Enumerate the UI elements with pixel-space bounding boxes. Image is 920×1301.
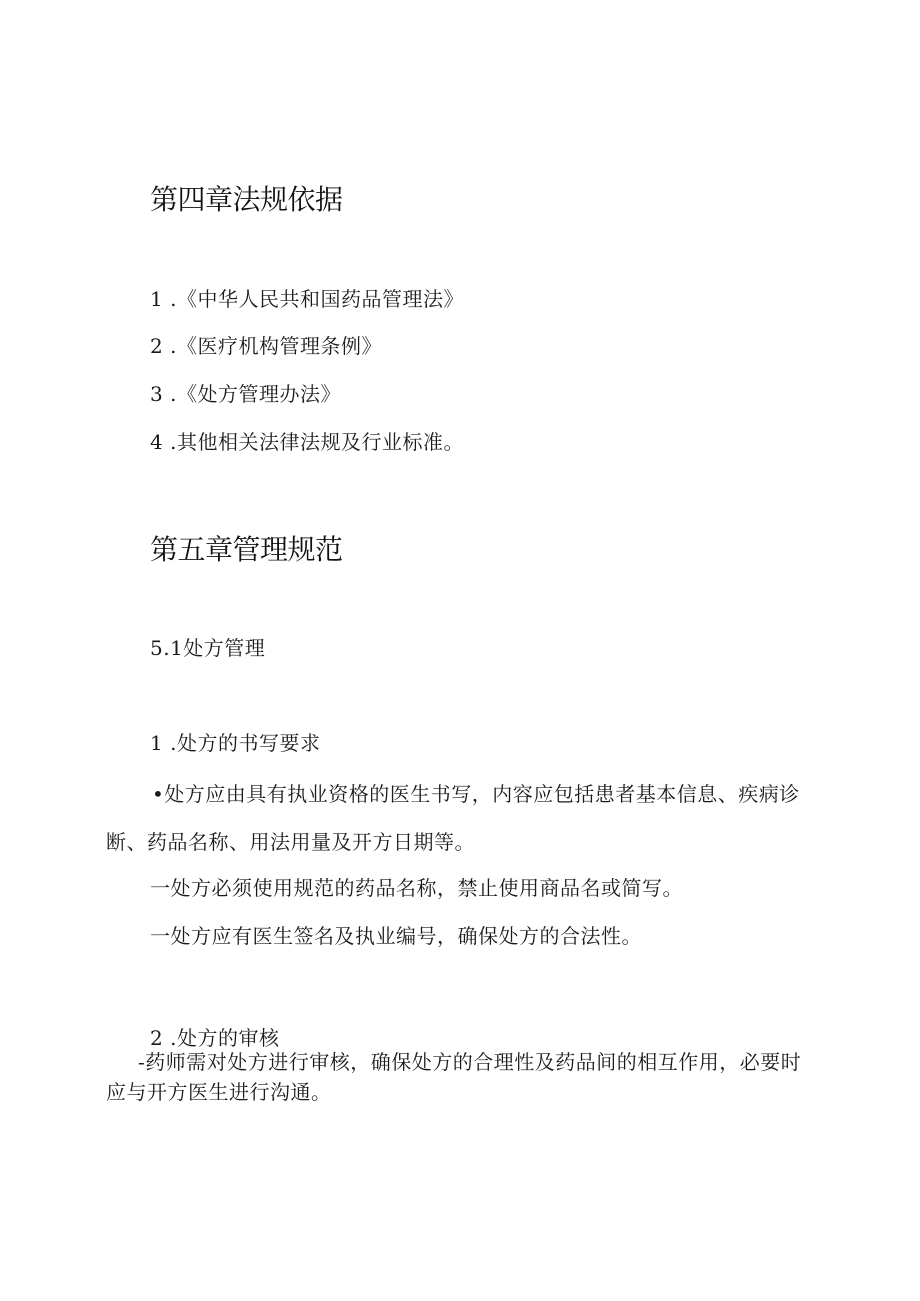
- prescription-naming-line: 一处方必须使用规范的药品名称，禁止使用商品名或简写。: [150, 876, 683, 900]
- prescription-writing-paragraph: •处方应由具有执业资格的医生书写，内容应包括患者基本信息、疾病诊断、药品名称、用法用量及开方日期等。: [106, 782, 800, 854]
- chapter4-title: 第四章法规依据: [150, 183, 343, 216]
- subsection-1-title: 1 .处方的书写要求: [150, 731, 321, 755]
- law-item-2: 2 .《医疗机构管理条例》: [150, 334, 382, 358]
- law-item-4: 4 .其他相关法律法规及行业标准。: [150, 430, 464, 454]
- law-item-3: 3 .《处方管理办法》: [150, 382, 341, 406]
- subsection-2-title: 2 .处方的审核: [150, 1026, 280, 1050]
- prescription-review-paragraph: -药师需对处方进行审核，确保处方的合理性及药品间的相互作用，必要时应与开方医生进行沟通。: [106, 1050, 802, 1104]
- prescription-signature-line: 一处方应有医生签名及执业编号，确保处方的合法性。: [150, 924, 642, 948]
- section-title: 5.1处方管理: [150, 636, 266, 660]
- chapter5-title: 第五章管理规范: [150, 533, 343, 566]
- law-item-1: 1 .《中华人民共和国药品管理法》: [150, 287, 464, 311]
